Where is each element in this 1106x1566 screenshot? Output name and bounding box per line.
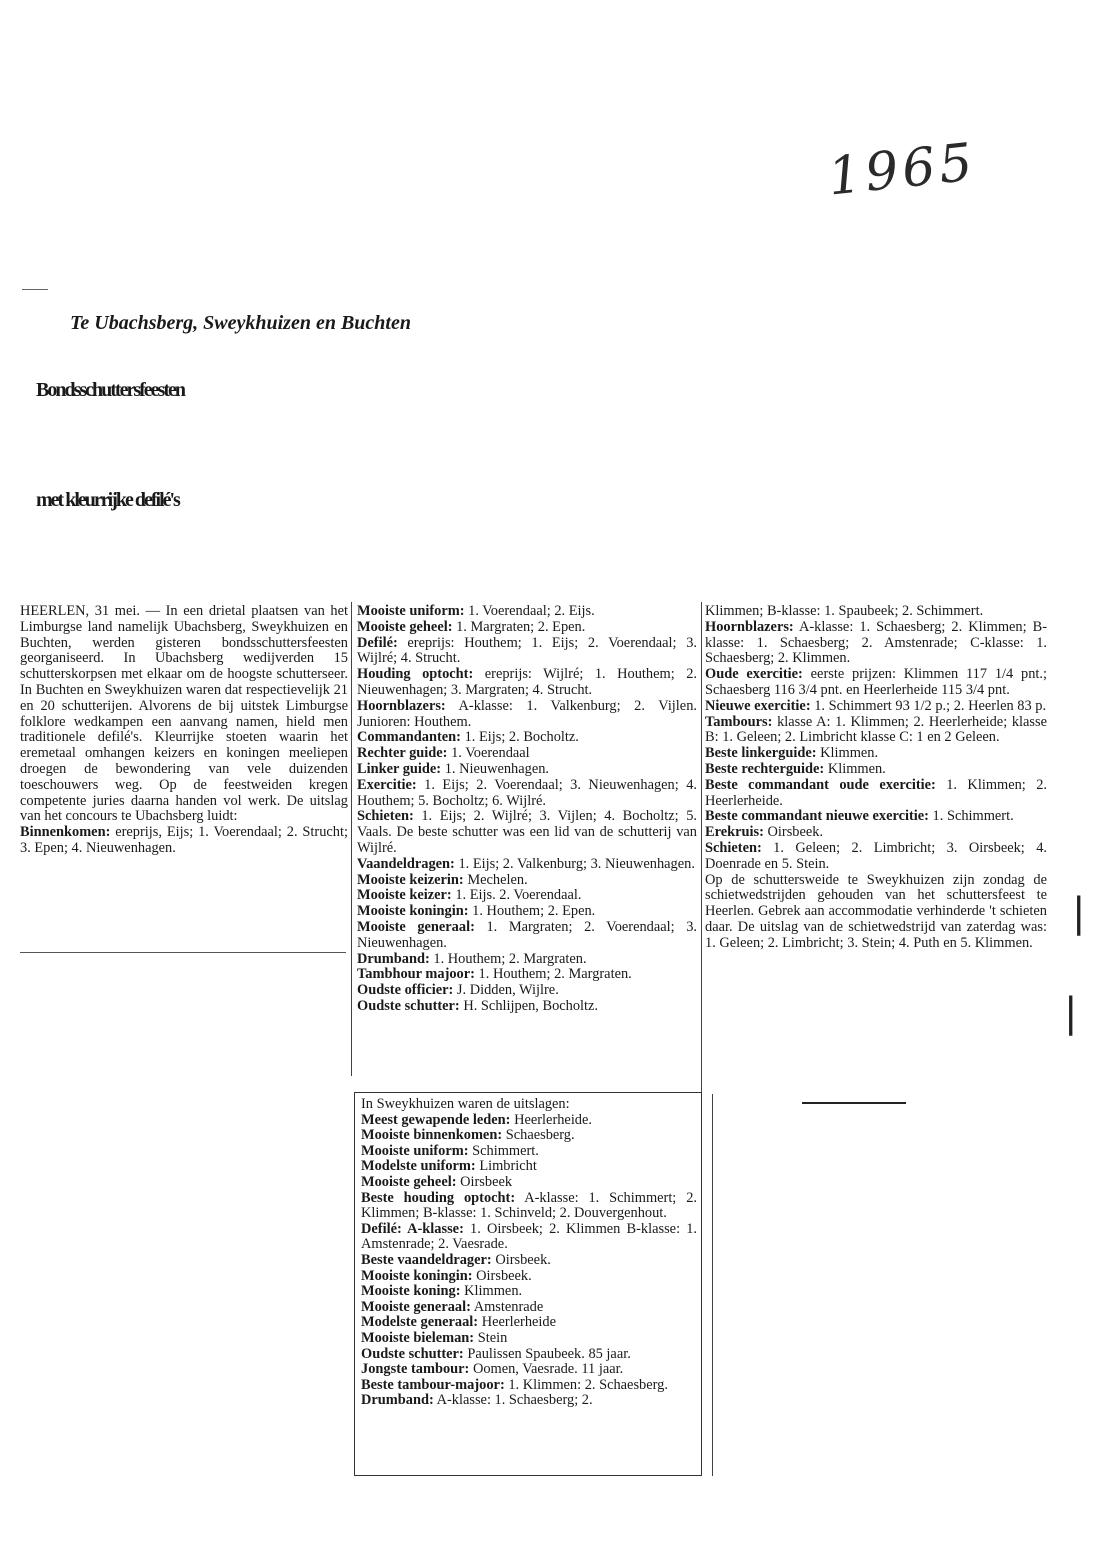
- result-label: Mooiste keizer:: [357, 887, 452, 904]
- result-item: [705, 762, 1047, 778]
- result-label: Drumband:: [357, 950, 430, 967]
- result-item: [20, 825, 348, 857]
- article-column-1: [20, 604, 348, 857]
- result-item: [357, 904, 697, 920]
- column-rule-3: [712, 1094, 713, 1476]
- result-item: [361, 1253, 697, 1269]
- result-text: Heerlerheide.: [514, 1111, 592, 1128]
- result-item: [357, 857, 697, 873]
- result-label: Beste commandant oude exercitie:: [705, 776, 936, 793]
- result-label: Modelste generaal:: [361, 1314, 479, 1331]
- result-item: [357, 888, 697, 904]
- result-item: [357, 667, 697, 699]
- result-label: Linker guide:: [357, 760, 442, 777]
- result-text: ereprijs: Wijlré; 1. Houthem; 2. Nieuwenhagen; 3. Margraten; 4. Strucht.: [357, 666, 697, 698]
- result-label: Mooiste uniform:: [357, 603, 465, 619]
- result-text: A-klasse: 1. Schaesberg; 2.: [436, 1392, 593, 1409]
- result-item: [357, 967, 697, 983]
- result-label: Beste vaandeldrager:: [361, 1251, 492, 1268]
- result-item: [705, 667, 1047, 699]
- result-text: Oomen, Vaesrade. 11 jaar.: [472, 1361, 624, 1378]
- result-label: Beste linkerguide:: [705, 745, 817, 762]
- margin-dash: [22, 289, 48, 290]
- result-text: klasse A: 1. Klimmen; 2. Heerlerheide; klasse B: 1. Geleen; 2. Limbricht klasse C: 1 en 2 Geleen.: [705, 713, 1047, 746]
- result-text: 1. Eijs; 2. Voerendaal; 3. Nieuwenhagen; 4. Houthem; 5. Bocholtz; 6. Wijlré.: [357, 776, 697, 809]
- result-item: [361, 1393, 697, 1409]
- result-text: Heerlerheide: [481, 1314, 557, 1331]
- result-label: Beste commandant nieuwe exercitie:: [705, 808, 929, 825]
- result-text: 1. Eijs; 2. Valkenburg; 3. Nieuwenhagen.: [458, 855, 695, 872]
- result-label: Jongste tambour:: [361, 1361, 470, 1378]
- margin-mark: |: [1072, 890, 1086, 936]
- result-label: Beste houding optocht:: [361, 1189, 516, 1206]
- column-end-rule: [802, 1102, 906, 1104]
- article-lead: HEERLEN, 31 mei. — In een drietal plaatsen van het Limburgse land namelijk Ubachsberg, Sweykhuizen en Buchten, werden gisteren bondsschuttersfeesten georganiseerd. In Ubachsberg wedijverden 15 schutterskorpsen met elkaar om de hoogste schutterseer. In Buchten en Sweykhuizen waren dat respectievelijk 21 en 20 schutterijen. Alvorens de bij uitstek Limburgse folklore wedkampen een aanvang namen, hield men traditionele defilé's. Kleurrijke stoeten waarin het eremetaal omhangen keizers en koningen meeliepen droegen de bewondering van vele duizenden toeschouwers weg. Op de feestweiden kregen competente juries daarna handen vol werk. De uitslag van het concours te Ubachsberg luidt:: [20, 603, 348, 825]
- result-label: Modelste uniform:: [361, 1158, 476, 1175]
- column-end-rule: [20, 952, 346, 953]
- result-text: ereprijs, Eijs; 1. Voerendaal; 2. Strucht; 3. Epen; 4. Nieuwenhagen.: [20, 824, 348, 856]
- result-text: 1. Oirsbeek; 2. Klimmen B-klasse: 1. Amstenrade; 2. Vaesrade.: [361, 1220, 698, 1253]
- result-item: [705, 699, 1047, 715]
- result-item: [357, 809, 697, 856]
- result-item: [361, 1331, 697, 1347]
- result-text: 1. Nieuwenhagen.: [444, 760, 550, 777]
- result-text: Limbricht: [479, 1158, 537, 1175]
- result-text: A-klasse: 1. Valkenburg; 2. Vijlen. Junioren: Houthem.: [357, 697, 697, 730]
- result-label: Mooiste binnenkomen:: [361, 1127, 503, 1144]
- result-text: 1. Houthem; 2. Epen.: [472, 903, 596, 920]
- headline-line-2: met kleurrijke defilé's: [36, 489, 179, 511]
- result-label: Oude exercitie:: [705, 666, 803, 683]
- result-text: 1. Eijs. 2. Voerendaal.: [455, 887, 582, 904]
- result-item: [361, 1191, 697, 1222]
- result-label: Vaandeldragen:: [357, 855, 455, 872]
- result-item: [361, 1315, 697, 1331]
- result-label: Mooiste uniform:: [361, 1142, 469, 1159]
- result-item: [705, 825, 1047, 841]
- result-text: 1. Margraten; 2. Voerendaal; 3. Nieuwenhagen.: [357, 918, 697, 951]
- result-item: [705, 604, 1047, 620]
- result-label: Tambhour majoor:: [357, 966, 475, 983]
- result-label: Mooiste generaal:: [357, 918, 475, 935]
- result-text: 1. Geleen; 2. Limbricht; 3. Oirsbeek; 4. Doenrade en 5. Stein.: [705, 839, 1047, 872]
- result-text: 1. Klimmen; 2. Heerlerheide.: [705, 776, 1047, 809]
- result-text: H. Schlijpen, Bocholtz.: [463, 997, 599, 1014]
- result-item: [361, 1378, 697, 1394]
- result-item: [357, 778, 697, 810]
- result-item: [357, 730, 697, 746]
- result-text: 1. Voerendaal: [451, 745, 530, 762]
- result-text: ereprijs: Houthem; 1. Eijs; 2. Voerendaal; 3. Wijlré; 4. Strucht.: [357, 634, 697, 667]
- result-item: [705, 873, 1047, 952]
- result-item: [705, 841, 1047, 873]
- column-rule-2: [701, 602, 702, 1094]
- result-text: Klimmen.: [464, 1283, 523, 1300]
- result-item: [357, 983, 697, 999]
- result-label: Schieten:: [705, 839, 762, 856]
- result-text: 1. Schimmert 93 1/2 p.; 2. Heerlen 83 p.: [814, 697, 1047, 714]
- result-item: [357, 952, 697, 968]
- result-label: Drumband:: [361, 1392, 434, 1409]
- result-text: 1. Voerendaal; 2. Eijs.: [468, 603, 595, 619]
- result-label: Commandanten:: [357, 729, 461, 746]
- result-label: Mooiste koningin:: [357, 903, 469, 920]
- result-label: Mooiste generaal:: [361, 1298, 471, 1315]
- result-item: [361, 1144, 697, 1160]
- article-column-3: [705, 604, 1047, 952]
- result-item: [361, 1284, 697, 1300]
- result-item: [705, 809, 1047, 825]
- result-item: [361, 1269, 697, 1285]
- result-label: Schieten:: [357, 808, 414, 825]
- box-intro: In Sweykhuizen waren de uitslagen:: [361, 1096, 570, 1112]
- result-text: Klimmen.: [820, 745, 879, 762]
- result-label: Tambours:: [705, 713, 773, 730]
- result-label: Mooiste geheel:: [357, 618, 453, 635]
- result-item: [357, 920, 697, 952]
- result-label: Houding optocht:: [357, 666, 474, 683]
- result-label: Rechter guide:: [357, 745, 448, 762]
- result-text: A-klasse: 1. Schimmert; 2. Klimmen; B-klasse: 1. Schinveld; 2. Douvergenhout.: [361, 1189, 697, 1222]
- result-item: [357, 746, 697, 762]
- result-text: Schimmert.: [472, 1142, 539, 1159]
- result-text: Oirsbeek.: [767, 824, 824, 841]
- result-label: Nieuwe exercitie:: [705, 697, 811, 714]
- result-text: Mechelen.: [467, 871, 528, 888]
- column-rule-1: [351, 602, 352, 1076]
- result-item: [357, 620, 697, 636]
- result-text: 1. Houthem; 2. Margraten.: [478, 966, 632, 983]
- result-text: A-klasse: 1. Schaesberg; 2. Klimmen; B-klasse: 1. Schaesberg; 2. Amstenrade; C-klasse: 1. Schaesberg; 2. Klimmen.: [705, 618, 1047, 667]
- result-label: Mooiste koningin:: [361, 1267, 473, 1284]
- result-text: Oirsbeek.: [495, 1251, 551, 1268]
- result-text: 1. Eijs; 2. Bocholtz.: [464, 729, 579, 746]
- result-item: [361, 1175, 697, 1191]
- result-label: Hoornblazers:: [705, 618, 794, 635]
- result-text: Amstenrade: [473, 1298, 544, 1315]
- result-label: Oudste schutter:: [357, 997, 460, 1014]
- result-label: Meest gewapende leden:: [361, 1111, 511, 1128]
- result-text: eerste prijzen: Klimmen 117 1/4 pnt.; Schaesberg 116 3/4 pnt. en Heerlerheide 115 3/4 pnt.: [705, 666, 1047, 698]
- result-item: [361, 1300, 697, 1316]
- result-text: Paulissen Spaubeek. 85 jaar.: [467, 1345, 631, 1362]
- result-label: Erekruis:: [705, 824, 764, 841]
- result-item: [357, 873, 697, 889]
- result-item: [705, 778, 1047, 810]
- result-text: 1. Houthem; 2. Margraten.: [433, 950, 587, 967]
- result-label: Mooiste geheel:: [361, 1173, 457, 1190]
- result-label: Oudste schutter:: [361, 1345, 464, 1362]
- result-label: Exercitie:: [357, 776, 417, 793]
- result-item: [361, 1113, 697, 1129]
- result-item: [357, 999, 697, 1015]
- margin-mark: |: [1064, 990, 1078, 1036]
- result-label: Defilé: A-klasse:: [361, 1220, 464, 1237]
- result-item: [361, 1362, 697, 1378]
- result-item: [361, 1222, 697, 1253]
- result-label: Beste tambour-majoor:: [361, 1376, 505, 1393]
- headline-line-1: Bondsschuttersfeesten: [36, 379, 184, 401]
- result-item: [361, 1347, 697, 1363]
- result-item: [357, 636, 697, 668]
- result-text: J. Didden, Wijlre.: [456, 982, 559, 999]
- result-item: [705, 715, 1047, 747]
- result-item: [357, 604, 697, 620]
- result-text: 1. Schimmert.: [932, 808, 1014, 825]
- result-text: 1. Klimmen: 2. Schaesberg.: [508, 1376, 668, 1393]
- result-text: Schaesberg.: [505, 1127, 575, 1144]
- result-label: Beste rechterguide:: [705, 760, 825, 777]
- result-item: [357, 699, 697, 731]
- sweykhuizen-results-box: [354, 1092, 702, 1476]
- article-column-2: [357, 604, 697, 1015]
- result-label: Mooiste keizerin:: [357, 871, 464, 888]
- result-text: Oirsbeek: [460, 1173, 513, 1190]
- result-label: Defilé:: [357, 634, 398, 651]
- result-text: Oirsbeek.: [476, 1267, 532, 1284]
- result-text: Klimmen.: [827, 760, 886, 777]
- result-text: 1. Eijs; 2. Wijlré; 3. Vijlen; 4. Bocholtz; 5. Vaals. De beste schutter was een lid van de schutterij van Wijlré.: [357, 808, 697, 856]
- result-label: Hoornblazers:: [357, 697, 446, 714]
- result-item: [361, 1159, 697, 1175]
- result-label: Mooiste koning:: [361, 1283, 461, 1300]
- result-text: 1. Margraten; 2. Epen.: [456, 618, 586, 635]
- result-item: [705, 746, 1047, 762]
- result-item: [705, 620, 1047, 667]
- result-label: Binnenkomen:: [20, 824, 111, 841]
- result-text: Op de schuttersweide te Sweykhuizen zijn zondag de schietwedstrijden gehouden van het schuttersfeest te Heerlen. Gebrek aan accommodatie verhinderde 't schieten daar. De uitslag van de schietwedstrijd van zaterdag was: 1. Geleen; 2. Limbricht; 3. Stein; 4. Puth en 5. Klimmen.: [705, 871, 1047, 951]
- result-label: Mooiste bieleman:: [361, 1329, 475, 1346]
- result-item: [357, 762, 697, 778]
- result-text: Klimmen; B-klasse: 1. Spaubeek; 2. Schimmert.: [705, 603, 984, 619]
- result-label: Oudste officier:: [357, 982, 454, 999]
- result-item: [361, 1128, 697, 1144]
- kicker-line: Te Ubachsberg, Sweykhuizen en Buchten: [70, 312, 411, 334]
- result-text: Stein: [477, 1329, 508, 1346]
- handwritten-year: 1965: [825, 132, 980, 208]
